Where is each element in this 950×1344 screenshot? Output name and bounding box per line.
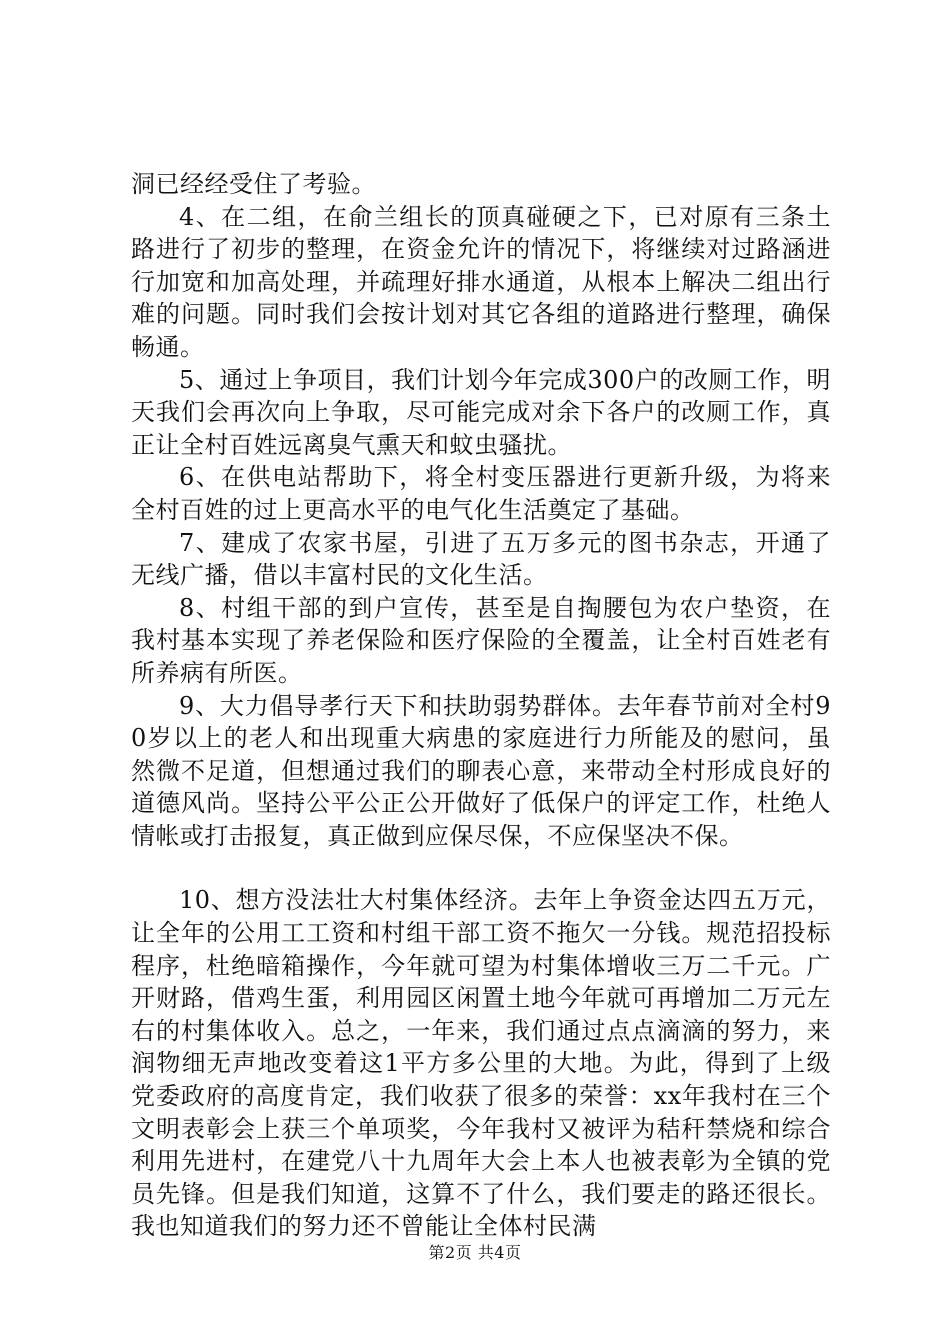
paragraph-item-10: 10、想方没法壮大村集体经济。去年上争资金达四五万元，让全年的公用工工资和村组干部工资不拖欠一分钱。规范招投标程序，杜绝暗箱操作，今年就可望为村集体增收三万二千元。广开财路，借鸡生蛋，利用园区闲置土地今年就可再增加二万元左右的村集体收入。总之，一年来，我们通过点点滴滴的努力，来润物细无声地改变着这1平方多公里的大地。为此，得到了上级党委政府的高度肯定，我们收获了很多的荣誉：xx年我村在三个文明表彰会上获三个单项奖，今年我村又被评为秸秆禁烧和综合利用先进村，在建党八十九周年大会上本人也被表彰为全镇的党员先锋。但是我们知道，这算不了什么，我们要走的路还很长。我也知道我们的努力还不曾能让全体村民满	[131, 886, 831, 1241]
paragraph-item-4: 4、在二组，在俞兰组长的顶真碰硬之下，已对原有三条土路进行了初步的整理，在资金允许的情况下，将继续对过路涵进行加宽和加高处理，并疏理好排水通道，从根本上解决二组出行难的问题。同时我们会按计划对其它各组的道路进行整理，确保畅通。	[131, 202, 831, 361]
paragraph-item-5: 5、通过上争项目，我们计划今年完成300户的改厕工作，明天我们会再次向上争取，尽可能完成对余下各户的改厕工作，真正让全村百姓远离臭气熏天和蚊虫骚扰。	[131, 365, 831, 459]
paragraph-item-7: 7、建成了农家书屋，引进了五万多元的图书杂志，开通了无线广播，借以丰富村民的文化生活。	[131, 528, 831, 590]
document-body	[131, 168, 831, 1243]
paragraph-continuation: 洞已经经受住了考验。	[131, 170, 376, 198]
paragraph-item-6: 6、在供电站帮助下，将全村变压器进行更新升级，为将来全村百姓的过上更高水平的电气化生活奠定了基础。	[131, 463, 831, 524]
paragraph-item-8: 8、村组干部的到户宣传，甚至是自掏腰包为农户垫资，在我村基本实现了养老保险和医疗保险的全覆盖，让全村百姓老有所养病有所医。	[131, 593, 831, 687]
paragraph-item-9: 9、大力倡导孝行天下和扶助弱势群体。去年春节前对全村90岁以上的老人和出现重大病患的家庭进行力所能及的慰问，虽然微不足道，但想通过我们的聊表心意，来带动全村形成良好的道德风尚。坚持公平公正公开做好了低保户的评定工作，杜绝人情帐或打击报复，真正做到应保尽保，不应保坚决不保。	[131, 691, 831, 850]
page-footer: 第2页 共4页	[428, 1243, 522, 1262]
